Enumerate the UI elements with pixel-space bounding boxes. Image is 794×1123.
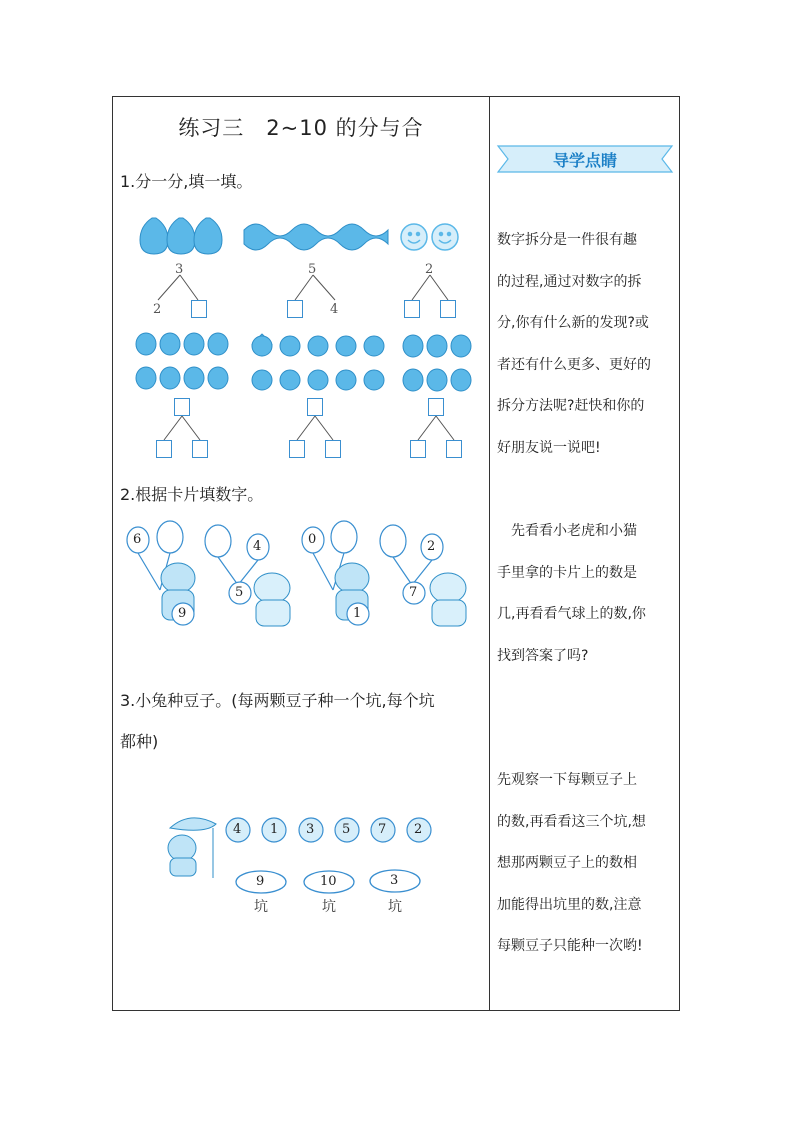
bean-number-4: 5	[342, 822, 351, 837]
question-3-label-line1: 3.小兔种豆子。(每两颗豆子种一个坑,每个坑	[120, 691, 435, 710]
tip-3-line: 的数,再看看这三个坑,想	[497, 813, 646, 830]
cat-illustration-2	[430, 573, 466, 626]
answer-box[interactable]	[325, 440, 341, 458]
watermelon-illustrations	[136, 333, 228, 389]
balloon-number-2: 4	[253, 539, 262, 554]
mangosteen-illustrations	[403, 335, 471, 391]
split-right-2: 4	[330, 302, 339, 317]
answer-box[interactable]	[174, 398, 190, 416]
smiley-illustrations	[401, 224, 458, 250]
pit-label-2: 坑	[322, 899, 336, 915]
answer-box[interactable]	[191, 300, 207, 318]
tip-2-line: 几,再看看气球上的数,你	[497, 606, 646, 622]
page-title: 练习三 2~10 的分与合	[178, 116, 424, 140]
pear-illustrations	[140, 218, 222, 254]
card-number-3: 1	[353, 606, 362, 621]
tip-1-line: 好朋友说一说吧!	[497, 439, 601, 456]
tip-1-line: 拆分方法呢?赶快和你的	[497, 398, 645, 414]
split-left-1: 2	[153, 302, 162, 317]
bean-number-5: 7	[378, 822, 387, 837]
bean-number-2: 1	[270, 822, 279, 837]
card-circles	[172, 582, 425, 625]
card-number-1: 9	[178, 606, 187, 621]
bean-number-3: 3	[306, 822, 315, 837]
question-3-label-line2: 都种)	[120, 732, 159, 751]
answer-box[interactable]	[156, 440, 172, 458]
answer-box[interactable]	[440, 300, 456, 318]
rabbit-illustration	[168, 818, 216, 878]
pit-number-3: 3	[390, 873, 399, 888]
bean-circles	[226, 818, 431, 842]
split-lines-row2	[164, 416, 454, 440]
pit-label-1: 坑	[254, 899, 268, 915]
tip-2-line: 先看看小老虎和小猫	[497, 523, 637, 539]
split-lines-row1	[158, 275, 448, 300]
answer-box[interactable]	[446, 440, 462, 458]
balloon-number-4: 2	[427, 539, 436, 554]
tip-3-line: 加能得出坑里的数,注意	[497, 896, 642, 913]
answer-box[interactable]	[289, 440, 305, 458]
tip-1	[497, 220, 675, 469]
pit-number-2: 10	[320, 874, 337, 889]
card-number-2: 5	[235, 585, 244, 600]
bean-number-6: 2	[414, 822, 423, 837]
tip-2-line: 手里拿的卡片上的数是	[497, 564, 637, 581]
balloon-number-1: 6	[133, 532, 142, 547]
question-2-label: 2.根据卡片填数字。	[120, 485, 264, 504]
guide-header-label: 导学点睛	[552, 151, 617, 170]
tip-2-line: 找到答案了吗?	[497, 647, 589, 664]
answer-box[interactable]	[192, 440, 208, 458]
pit-label-3: 坑	[388, 899, 402, 915]
corn-illustrations	[244, 224, 388, 250]
tip-1-line: 分,你有什么新的发现?或	[497, 315, 649, 331]
tip-1-line: 者还有什么更多、更好的	[497, 356, 651, 373]
tip-3	[497, 760, 675, 968]
peach-illustrations	[252, 334, 384, 390]
tip-3-line: 想那两颗豆子上的数相	[497, 855, 637, 871]
tip-1-line: 的过程,通过对数字的拆	[497, 273, 642, 290]
cat-illustration-1	[254, 573, 290, 626]
split-top-1: 3	[175, 262, 184, 277]
pit-number-1: 9	[256, 874, 265, 889]
balloon-number-3: 0	[308, 532, 317, 547]
guide-header	[496, 144, 674, 174]
answer-box[interactable]	[287, 300, 303, 318]
question-1-label: 1.分一分,填一填。	[120, 172, 253, 191]
answer-box[interactable]	[428, 398, 444, 416]
tip-3-line: 每颗豆子只能种一次哟!	[497, 938, 643, 954]
answer-box[interactable]	[404, 300, 420, 318]
answer-box[interactable]	[307, 398, 323, 416]
tip-3-line: 先观察一下每颗豆子上	[497, 772, 637, 788]
answer-box[interactable]	[410, 440, 426, 458]
tip-1-line: 数字拆分是一件很有趣	[497, 232, 637, 248]
split-top-3: 2	[425, 262, 434, 277]
bean-number-1: 4	[233, 822, 242, 837]
split-top-2: 5	[308, 262, 317, 277]
card-number-4: 7	[409, 585, 418, 600]
tip-2	[497, 511, 675, 677]
